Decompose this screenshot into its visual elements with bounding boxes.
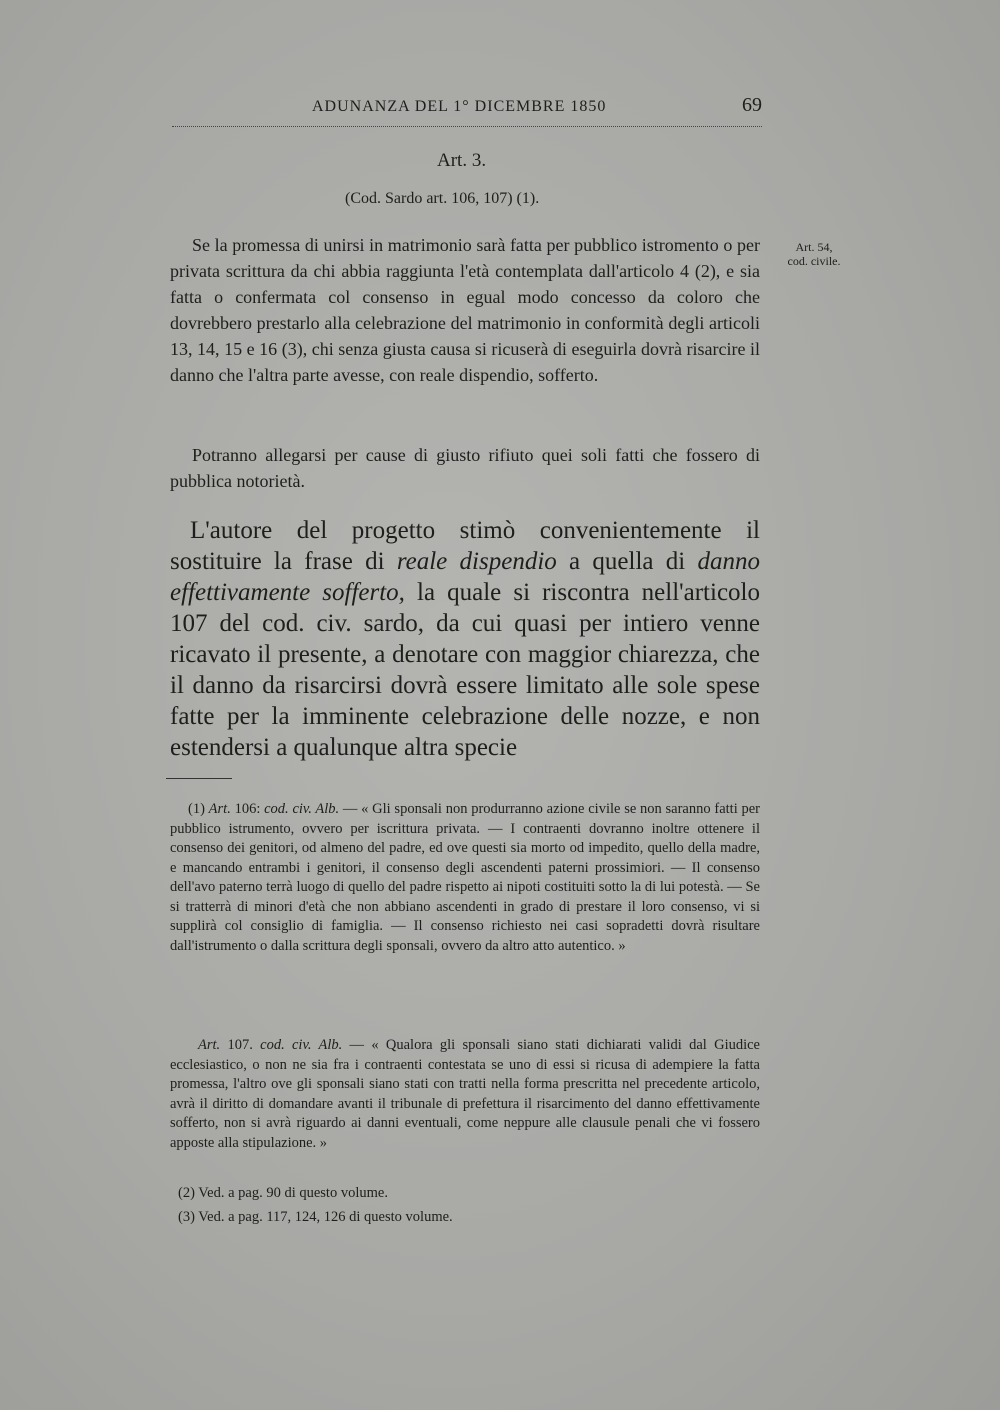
article-heading: Art. 3.	[437, 150, 487, 171]
article-reference: (Cod. Sardo art. 106, 107) (1).	[345, 190, 540, 207]
commentary-italic-1: reale dispendio	[396, 548, 557, 575]
footnote-1b-number: 107.	[220, 1037, 261, 1053]
footnote-1b-code: cod. civ. Alb.	[260, 1037, 343, 1053]
footnote-1-continuation	[170, 1036, 760, 1153]
margin-note-line-2: cod. civile.	[787, 254, 841, 268]
commentary-text-1: L'autore del progetto stimò convenientemente il sostituire la frase di	[170, 517, 760, 575]
footnote-1b-text: — « Qualora gli sponsali siano stati dichiarati validi dal Giudice ecclesiastico, o non ne sia fra i contraenti contestata se uno di essi si ricusa di adempiere la fatta promessa, l'altro ove gli sponsali siano stati con tratti nella forma prescritta nel precedente articolo, avrà il diritto di domandare avanti il tribunale di prefettura il risarcimento del danno effettivamente sofferto, non si avrà riguardo ai danni eventuali, come neppure alle clausule penali che vi fossero apposte alla stipulazione. »	[170, 1037, 760, 1151]
margin-note	[774, 240, 854, 268]
footnote-1-text: — « Gli sponsali non produrranno azione civile se non saranno fatti per pubblico istrumento, ovvero per iscrittura privata. — I contraenti dovranno inoltre ottenere il consenso dei genitori, od almeno del padre, ed ove questi sia morto od impedito, quello della madre, e mancando entrambi i genitori, il consenso degli ascendenti paterni prossimiori. — Il consenso dell'avo paterno terrà luogo di quello del padre rispetto ai nipoti costituiti sotto la di lui potestà. — Se si tratterrà di minori d'età che non abbiano ascendenti in grado di prestare il loro consenso, vi si supplirà col consiglio di famiglia. — Il consenso richiesto nei casi sopradetti dovrà risultare dall'istrumento o dalla scrittura degli sponsali, ovvero da altro atto autentico. »	[170, 801, 760, 954]
commentary-paragraph	[170, 515, 760, 763]
running-title: ADUNANZA DEL 1° DICEMBRE 1850	[312, 98, 607, 115]
footnote-3: (3) Ved. a pag. 117, 124, 126 di questo volume.	[178, 1209, 453, 1225]
commentary-text-2: a quella di	[556, 548, 698, 575]
footnote-divider	[166, 778, 232, 779]
commentary-italic-2: danno effettivamente sofferto,	[170, 548, 760, 606]
article-paragraph-2: Potranno allegarsi per cause di giusto rifiuto quei soli fatti che fossero di pubblica notorietà.	[170, 445, 760, 491]
article-paragraph-1: Se la promessa di unirsi in matrimonio sarà fatta per pubblico istromento o per privata scrittura da chi abbia raggiunta l'età contemplata dall'articolo 4 (2), e sia fatta o confermata col consenso in egual modo concesso da coloro che dovrebbero prestarlo alla celebrazione del matrimonio in conformità degli articoli 13, 14, 15 e 16 (3), chi senza giusta causa si ricuserà di eseguirla dovrà risarcire il danno che l'altra parte avesse, con reale dispendio, sofferto.	[170, 235, 760, 385]
margin-note-line-1: Art. 54,	[795, 240, 833, 254]
footnote-1	[170, 800, 760, 956]
page-number: 69	[742, 94, 762, 116]
page-header	[172, 92, 762, 127]
footnote-1b-art: Art.	[198, 1037, 221, 1053]
commentary-text-3: la quale si riscontra nell'articolo 107 del cod. civ. sardo, da cui quasi per intiero venne ricavato il presente, a denotare con maggior chiarezza, che il danno da risarcirsi dovrà essere limitato alle sole spese fatte per la imminente celebrazione delle nozze, e non estendersi a qualunque altra specie	[170, 579, 760, 761]
footnote-1-number: 106:	[230, 801, 265, 817]
footnote-1-marker: (1)	[188, 801, 209, 817]
footnote-1-code: cod. civ. Alb.	[264, 801, 340, 817]
footnote-2: (2) Ved. a pag. 90 di questo volume.	[178, 1185, 388, 1201]
footnote-1-art: Art.	[208, 801, 231, 817]
